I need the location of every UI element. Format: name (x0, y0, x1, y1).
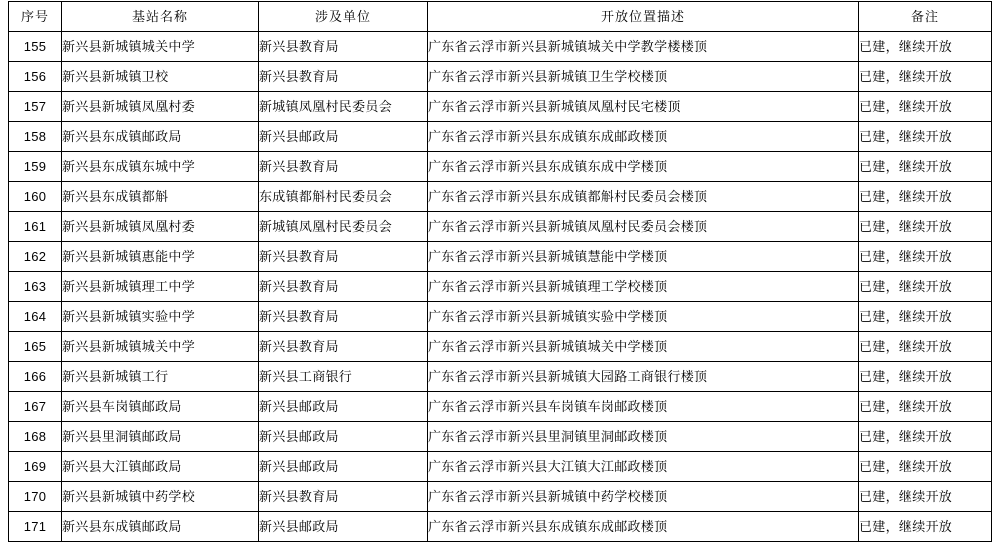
cell-unit: 新兴县教育局 (259, 152, 428, 182)
cell-name: 新兴县里洞镇邮政局 (62, 422, 259, 452)
cell-name: 新兴县新城镇理工中学 (62, 272, 259, 302)
cell-desc: 广东省云浮市新兴县东成镇东成中学楼顶 (428, 152, 859, 182)
cell-desc: 广东省云浮市新兴县东成镇东成邮政楼顶 (428, 512, 859, 542)
cell-note: 已建，继续开放 (859, 272, 992, 302)
cell-unit: 新兴县教育局 (259, 32, 428, 62)
cell-note: 已建，继续开放 (859, 332, 992, 362)
cell-no: 155 (9, 32, 62, 62)
cell-unit: 东成镇都斛村民委员会 (259, 182, 428, 212)
cell-no: 162 (9, 242, 62, 272)
cell-no: 156 (9, 62, 62, 92)
cell-note: 已建，继续开放 (859, 422, 992, 452)
cell-note: 已建，继续开放 (859, 482, 992, 512)
cell-no: 169 (9, 452, 62, 482)
cell-desc: 广东省云浮市新兴县大江镇大江邮政楼顶 (428, 452, 859, 482)
table-row (9, 242, 992, 272)
cell-note: 已建，继续开放 (859, 512, 992, 542)
table-header (9, 2, 992, 32)
table-row (9, 332, 992, 362)
table-row (9, 182, 992, 212)
table-row (9, 512, 992, 542)
cell-unit: 新兴县教育局 (259, 302, 428, 332)
table-row (9, 482, 992, 512)
cell-desc: 广东省云浮市新兴县新城镇凤凰村民宅楼顶 (428, 92, 859, 122)
table-row (9, 362, 992, 392)
cell-no: 170 (9, 482, 62, 512)
cell-name: 新兴县新城镇凤凰村委 (62, 212, 259, 242)
cell-unit: 新城镇凤凰村民委员会 (259, 212, 428, 242)
cell-no: 167 (9, 392, 62, 422)
cell-note: 已建，继续开放 (859, 152, 992, 182)
cell-note: 已建，继续开放 (859, 302, 992, 332)
cell-unit: 新兴县教育局 (259, 242, 428, 272)
cell-no: 160 (9, 182, 62, 212)
cell-unit: 新兴县邮政局 (259, 422, 428, 452)
cell-name: 新兴县新城镇惠能中学 (62, 242, 259, 272)
table-body (9, 32, 992, 542)
table-row (9, 452, 992, 482)
cell-no: 165 (9, 332, 62, 362)
table-row (9, 32, 992, 62)
cell-unit: 新兴县教育局 (259, 482, 428, 512)
table-row (9, 272, 992, 302)
column-header-name: 基站名称 (62, 2, 259, 32)
table-row (9, 152, 992, 182)
table-row (9, 302, 992, 332)
table-row (9, 122, 992, 152)
cell-note: 已建，继续开放 (859, 62, 992, 92)
cell-note: 已建，继续开放 (859, 242, 992, 272)
cell-no: 159 (9, 152, 62, 182)
cell-name: 新兴县新城镇凤凰村委 (62, 92, 259, 122)
cell-unit: 新兴县邮政局 (259, 122, 428, 152)
cell-desc: 广东省云浮市新兴县新城镇卫生学校楼顶 (428, 62, 859, 92)
cell-desc: 广东省云浮市新兴县新城镇城关中学楼顶 (428, 332, 859, 362)
cell-name: 新兴县新城镇城关中学 (62, 32, 259, 62)
table-header-row (9, 2, 992, 32)
cell-no: 171 (9, 512, 62, 542)
document-page (0, 1, 994, 550)
cell-desc: 广东省云浮市新兴县新城镇大园路工商银行楼顶 (428, 362, 859, 392)
cell-desc: 广东省云浮市新兴县新城镇城关中学教学楼楼顶 (428, 32, 859, 62)
cell-name: 新兴县车岗镇邮政局 (62, 392, 259, 422)
cell-name: 新兴县东成镇都斛 (62, 182, 259, 212)
cell-note: 已建，继续开放 (859, 362, 992, 392)
cell-no: 164 (9, 302, 62, 332)
table-row (9, 422, 992, 452)
base-station-table (8, 1, 992, 542)
cell-name: 新兴县东成镇东城中学 (62, 152, 259, 182)
cell-note: 已建，继续开放 (859, 122, 992, 152)
cell-name: 新兴县东成镇邮政局 (62, 512, 259, 542)
cell-desc: 广东省云浮市新兴县新城镇慧能中学楼顶 (428, 242, 859, 272)
cell-unit: 新兴县邮政局 (259, 392, 428, 422)
cell-desc: 广东省云浮市新兴县东成镇东成邮政楼顶 (428, 122, 859, 152)
cell-no: 163 (9, 272, 62, 302)
cell-name: 新兴县东成镇邮政局 (62, 122, 259, 152)
cell-note: 已建，继续开放 (859, 92, 992, 122)
cell-unit: 新兴县邮政局 (259, 452, 428, 482)
cell-desc: 广东省云浮市新兴县新城镇实验中学楼顶 (428, 302, 859, 332)
cell-no: 168 (9, 422, 62, 452)
cell-desc: 广东省云浮市新兴县新城镇理工学校楼顶 (428, 272, 859, 302)
cell-unit: 新兴县邮政局 (259, 512, 428, 542)
cell-name: 新兴县大江镇邮政局 (62, 452, 259, 482)
cell-name: 新兴县新城镇中药学校 (62, 482, 259, 512)
cell-name: 新兴县新城镇工行 (62, 362, 259, 392)
column-header-no: 序号 (9, 2, 62, 32)
cell-note: 已建，继续开放 (859, 212, 992, 242)
cell-desc: 广东省云浮市新兴县新城镇中药学校楼顶 (428, 482, 859, 512)
cell-unit: 新兴县教育局 (259, 272, 428, 302)
cell-unit: 新兴县工商银行 (259, 362, 428, 392)
cell-no: 157 (9, 92, 62, 122)
cell-unit: 新兴县教育局 (259, 332, 428, 362)
column-header-desc: 开放位置描述 (428, 2, 859, 32)
cell-note: 已建，继续开放 (859, 392, 992, 422)
table-row (9, 92, 992, 122)
cell-unit: 新兴县教育局 (259, 62, 428, 92)
cell-desc: 广东省云浮市新兴县新城镇凤凰村民委员会楼顶 (428, 212, 859, 242)
table-row (9, 212, 992, 242)
table-row (9, 392, 992, 422)
cell-note: 已建，继续开放 (859, 32, 992, 62)
cell-note: 已建，继续开放 (859, 182, 992, 212)
column-header-unit: 涉及单位 (259, 2, 428, 32)
cell-note: 已建，继续开放 (859, 452, 992, 482)
cell-no: 158 (9, 122, 62, 152)
cell-name: 新兴县新城镇实验中学 (62, 302, 259, 332)
cell-no: 166 (9, 362, 62, 392)
cell-desc: 广东省云浮市新兴县里洞镇里洞邮政楼顶 (428, 422, 859, 452)
cell-desc: 广东省云浮市新兴县东成镇都斛村民委员会楼顶 (428, 182, 859, 212)
cell-no: 161 (9, 212, 62, 242)
cell-name: 新兴县新城镇卫校 (62, 62, 259, 92)
column-header-note: 备注 (859, 2, 992, 32)
cell-unit: 新城镇凤凰村民委员会 (259, 92, 428, 122)
cell-name: 新兴县新城镇城关中学 (62, 332, 259, 362)
table-row (9, 62, 992, 92)
cell-desc: 广东省云浮市新兴县车岗镇车岗邮政楼顶 (428, 392, 859, 422)
